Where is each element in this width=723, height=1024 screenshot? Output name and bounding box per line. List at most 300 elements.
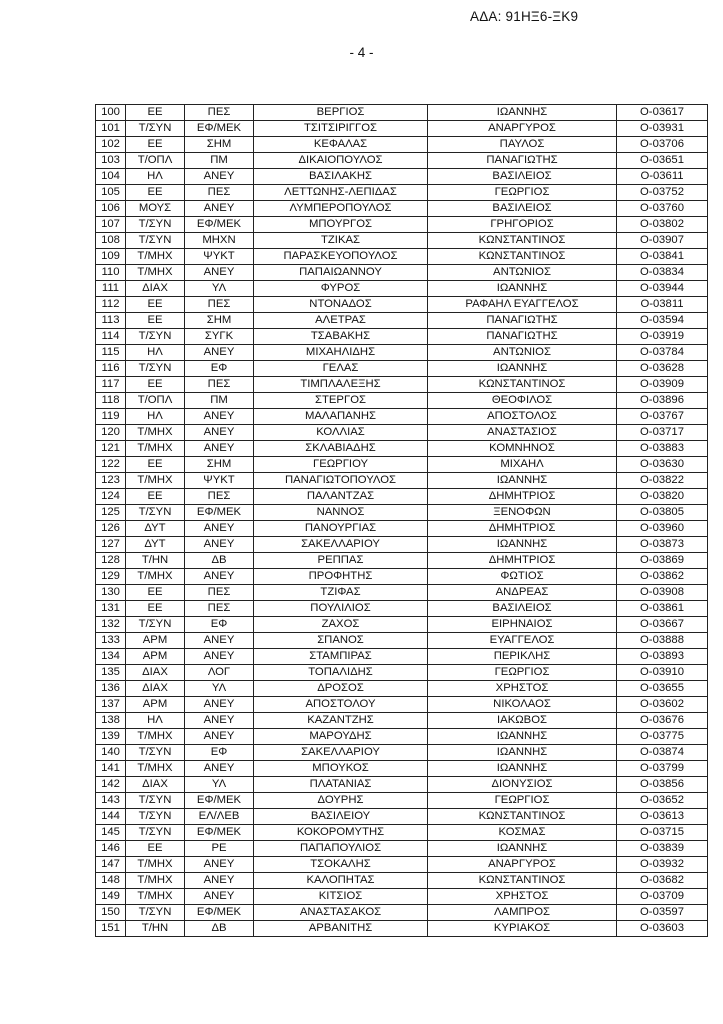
first-name-cell: ΙΩΑΝΝΗΣ: [428, 745, 617, 761]
table-row: [96, 809, 708, 825]
table-row: [96, 249, 708, 265]
specialty-cell: ΕΦ/ΜΕΚ: [185, 825, 254, 841]
service-code-cell: Ο-03960: [617, 521, 708, 537]
service-code-cell: Ο-03910: [617, 665, 708, 681]
surname-cell: ΠΑΡΑΣΚΕΥΟΠΟΥΛΟΣ: [254, 249, 428, 265]
row-number-cell: 138: [96, 713, 126, 729]
service-code-cell: Ο-03628: [617, 361, 708, 377]
surname-cell: ΒΕΡΓΙΟΣ: [254, 105, 428, 121]
corps-cell: ΕΕ: [126, 601, 185, 617]
service-code-cell: Ο-03617: [617, 105, 708, 121]
corps-cell: Τ/ΣΥΝ: [126, 793, 185, 809]
table-row: [96, 905, 708, 921]
table-row: [96, 873, 708, 889]
table-row: [96, 505, 708, 521]
service-code-cell: Ο-03655: [617, 681, 708, 697]
service-code-cell: Ο-03932: [617, 857, 708, 873]
specialty-cell: ΑΝΕΥ: [185, 633, 254, 649]
surname-cell: ΤΣΟΚΑΛΗΣ: [254, 857, 428, 873]
surname-cell: ΠΟΥΛΙΛΙΟΣ: [254, 601, 428, 617]
specialty-cell: ΥΛ: [185, 681, 254, 697]
surname-cell: ΔΡΟΣΟΣ: [254, 681, 428, 697]
corps-cell: ΗΛ: [126, 409, 185, 425]
service-code-cell: Ο-03651: [617, 153, 708, 169]
first-name-cell: ΧΡΗΣΤΟΣ: [428, 889, 617, 905]
table-row: [96, 649, 708, 665]
service-code-cell: Ο-03784: [617, 345, 708, 361]
surname-cell: ΣΑΚΕΛΛΑΡΙΟΥ: [254, 745, 428, 761]
row-number-cell: 115: [96, 345, 126, 361]
row-number-cell: 133: [96, 633, 126, 649]
table-row: [96, 617, 708, 633]
service-code-cell: Ο-03805: [617, 505, 708, 521]
corps-cell: ΕΕ: [126, 377, 185, 393]
surname-cell: ΝΤΟΝΑΔΟΣ: [254, 297, 428, 313]
table-row: [96, 201, 708, 217]
corps-cell: Τ/ΣΥΝ: [126, 617, 185, 633]
surname-cell: ΖΑΧΟΣ: [254, 617, 428, 633]
service-code-cell: Ο-03834: [617, 265, 708, 281]
first-name-cell: ΚΥΡΙΑΚΟΣ: [428, 921, 617, 937]
row-number-cell: 101: [96, 121, 126, 137]
document-ada-code: ΑΔΑ: 91ΗΞ6-ΞΚ9: [470, 9, 579, 24]
row-number-cell: 128: [96, 553, 126, 569]
row-number-cell: 118: [96, 393, 126, 409]
specialty-cell: ΕΦ/ΜΕΚ: [185, 505, 254, 521]
surname-cell: ΠΛΑΤΑΝΙΑΣ: [254, 777, 428, 793]
table-row: [96, 393, 708, 409]
table-row: [96, 217, 708, 233]
table-row: [96, 409, 708, 425]
specialty-cell: ΑΝΕΥ: [185, 569, 254, 585]
corps-cell: Τ/ΟΠΛ: [126, 153, 185, 169]
service-code-cell: Ο-03667: [617, 617, 708, 633]
specialty-cell: ΠΕΣ: [185, 377, 254, 393]
service-code-cell: Ο-03896: [617, 393, 708, 409]
row-number-cell: 119: [96, 409, 126, 425]
specialty-cell: ΑΝΕΥ: [185, 345, 254, 361]
service-code-cell: Ο-03760: [617, 201, 708, 217]
first-name-cell: ΜΙΧΑΗΛ: [428, 457, 617, 473]
row-number-cell: 134: [96, 649, 126, 665]
corps-cell: ΑΡΜ: [126, 697, 185, 713]
service-code-cell: Ο-03652: [617, 793, 708, 809]
service-code-cell: Ο-03841: [617, 249, 708, 265]
specialty-cell: ΣΗΜ: [185, 313, 254, 329]
corps-cell: ΕΕ: [126, 457, 185, 473]
service-code-cell: Ο-03839: [617, 841, 708, 857]
surname-cell: ΛΕΤΤΩΝΗΣ-ΛΕΠΙΔΑΣ: [254, 185, 428, 201]
table-row: [96, 921, 708, 937]
surname-cell: ΤΣΙΤΣΙΡΙΓΓΟΣ: [254, 121, 428, 137]
surname-cell: ΚΑΛΟΠΗΤΑΣ: [254, 873, 428, 889]
table-row: [96, 857, 708, 873]
first-name-cell: ΕΥΑΓΓΕΛΟΣ: [428, 633, 617, 649]
corps-cell: ΜΟΥΣ: [126, 201, 185, 217]
first-name-cell: ΙΩΑΝΝΗΣ: [428, 361, 617, 377]
specialty-cell: ΕΦ/ΜΕΚ: [185, 905, 254, 921]
first-name-cell: ΚΩΝΣΤΑΝΤΙΝΟΣ: [428, 249, 617, 265]
first-name-cell: ΙΑΚΩΒΟΣ: [428, 713, 617, 729]
row-number-cell: 147: [96, 857, 126, 873]
surname-cell: ΠΑΠΑΠΟΥΛΙΟΣ: [254, 841, 428, 857]
surname-cell: ΑΠΟΣΤΟΛΟΥ: [254, 697, 428, 713]
row-number-cell: 129: [96, 569, 126, 585]
corps-cell: ΗΛ: [126, 713, 185, 729]
first-name-cell: ΚΩΝΣΤΑΝΤΙΝΟΣ: [428, 873, 617, 889]
corps-cell: Τ/ΣΥΝ: [126, 233, 185, 249]
surname-cell: ΑΛΕΤΡΑΣ: [254, 313, 428, 329]
table-row: [96, 473, 708, 489]
first-name-cell: ΠΑΝΑΓΙΩΤΗΣ: [428, 329, 617, 345]
first-name-cell: ΓΡΗΓΟΡΙΟΣ: [428, 217, 617, 233]
surname-cell: ΤΖΙΦΑΣ: [254, 585, 428, 601]
service-code-cell: Ο-03709: [617, 889, 708, 905]
specialty-cell: ΔΒ: [185, 553, 254, 569]
service-code-cell: Ο-03822: [617, 473, 708, 489]
corps-cell: Τ/ΣΥΝ: [126, 217, 185, 233]
corps-cell: ΔΙΑΧ: [126, 777, 185, 793]
table-row: [96, 297, 708, 313]
specialty-cell: ΡΕ: [185, 841, 254, 857]
first-name-cell: ΦΩΤΙΟΣ: [428, 569, 617, 585]
first-name-cell: ΓΕΩΡΓΙΟΣ: [428, 793, 617, 809]
service-code-cell: Ο-03893: [617, 649, 708, 665]
corps-cell: Τ/ΜΗΧ: [126, 873, 185, 889]
specialty-cell: ΑΝΕΥ: [185, 265, 254, 281]
service-code-cell: Ο-03715: [617, 825, 708, 841]
row-number-cell: 132: [96, 617, 126, 633]
first-name-cell: ΚΩΝΣΤΑΝΤΙΝΟΣ: [428, 809, 617, 825]
service-code-cell: Ο-03752: [617, 185, 708, 201]
first-name-cell: ΑΝΑΡΓΥΡΟΣ: [428, 121, 617, 137]
corps-cell: ΕΕ: [126, 297, 185, 313]
first-name-cell: ΝΙΚΟΛΑΟΣ: [428, 697, 617, 713]
surname-cell: ΚΕΦΑΛΑΣ: [254, 137, 428, 153]
first-name-cell: ΑΝΤΩΝΙΟΣ: [428, 345, 617, 361]
first-name-cell: ΒΑΣΙΛΕΙΟΣ: [428, 201, 617, 217]
service-code-cell: Ο-03811: [617, 297, 708, 313]
table-row: [96, 537, 708, 553]
table-row: [96, 329, 708, 345]
surname-cell: ΜΠΟΥΚΟΣ: [254, 761, 428, 777]
first-name-cell: ΙΩΑΝΝΗΣ: [428, 729, 617, 745]
surname-cell: ΒΑΣΙΛΑΚΗΣ: [254, 169, 428, 185]
specialty-cell: ΑΝΕΥ: [185, 649, 254, 665]
table-row: [96, 841, 708, 857]
corps-cell: Τ/ΣΥΝ: [126, 121, 185, 137]
corps-cell: Τ/ΣΥΝ: [126, 329, 185, 345]
service-code-cell: Ο-03907: [617, 233, 708, 249]
corps-cell: ΑΡΜ: [126, 633, 185, 649]
first-name-cell: ΚΩΝΣΤΑΝΤΙΝΟΣ: [428, 233, 617, 249]
table-row: [96, 825, 708, 841]
surname-cell: ΤΖΙΚΑΣ: [254, 233, 428, 249]
surname-cell: ΠΑΠΑΙΩΑΝΝΟΥ: [254, 265, 428, 281]
specialty-cell: ΑΝΕΥ: [185, 713, 254, 729]
surname-cell: ΣΚΛΑΒΙΑΔΗΣ: [254, 441, 428, 457]
first-name-cell: ΑΝΔΡΕΑΣ: [428, 585, 617, 601]
surname-cell: ΣΤΑΜΠΙΡΑΣ: [254, 649, 428, 665]
table-row: [96, 633, 708, 649]
corps-cell: Τ/ΣΥΝ: [126, 825, 185, 841]
service-code-cell: Ο-03602: [617, 697, 708, 713]
surname-cell: ΑΡΒΑΝΙΤΗΣ: [254, 921, 428, 937]
table-row: [96, 665, 708, 681]
row-number-cell: 145: [96, 825, 126, 841]
service-code-cell: Ο-03861: [617, 601, 708, 617]
specialty-cell: ΠΕΣ: [185, 585, 254, 601]
row-number-cell: 114: [96, 329, 126, 345]
table-row: [96, 521, 708, 537]
surname-cell: ΠΑΛΑΝΤΖΑΣ: [254, 489, 428, 505]
service-code-cell: Ο-03883: [617, 441, 708, 457]
specialty-cell: ΨΥΚΤ: [185, 249, 254, 265]
table-row: [96, 121, 708, 137]
first-name-cell: ΙΩΑΝΝΗΣ: [428, 281, 617, 297]
first-name-cell: ΓΕΩΡΓΙΟΣ: [428, 185, 617, 201]
surname-cell: ΡΕΠΠΑΣ: [254, 553, 428, 569]
surname-cell: ΑΝΑΣΤΑΣΑΚΟΣ: [254, 905, 428, 921]
table-row: [96, 457, 708, 473]
surname-cell: ΚΑΖΑΝΤΖΗΣ: [254, 713, 428, 729]
first-name-cell: ΛΑΜΠΡΟΣ: [428, 905, 617, 921]
row-number-cell: 105: [96, 185, 126, 201]
first-name-cell: ΓΕΩΡΓΙΟΣ: [428, 665, 617, 681]
service-code-cell: Ο-03775: [617, 729, 708, 745]
table-row: [96, 185, 708, 201]
table-row: [96, 441, 708, 457]
service-code-cell: Ο-03799: [617, 761, 708, 777]
first-name-cell: ΘΕΟΦΙΛΟΣ: [428, 393, 617, 409]
table-row: [96, 137, 708, 153]
specialty-cell: ΣΗΜ: [185, 457, 254, 473]
corps-cell: ΕΕ: [126, 489, 185, 505]
corps-cell: Τ/ΗΝ: [126, 553, 185, 569]
row-number-cell: 117: [96, 377, 126, 393]
table-row: [96, 153, 708, 169]
specialty-cell: ΑΝΕΥ: [185, 425, 254, 441]
corps-cell: Τ/ΜΗΧ: [126, 889, 185, 905]
corps-cell: Τ/ΜΗΧ: [126, 569, 185, 585]
specialty-cell: ΔΒ: [185, 921, 254, 937]
specialty-cell: ΠΜ: [185, 153, 254, 169]
row-number-cell: 112: [96, 297, 126, 313]
row-number-cell: 100: [96, 105, 126, 121]
row-number-cell: 126: [96, 521, 126, 537]
specialty-cell: ΠΕΣ: [185, 105, 254, 121]
service-code-cell: Ο-03717: [617, 425, 708, 441]
first-name-cell: ΡΑΦΑΗΛ ΕΥΑΓΓΕΛΟΣ: [428, 297, 617, 313]
first-name-cell: ΧΡΗΣΤΟΣ: [428, 681, 617, 697]
table-row: [96, 425, 708, 441]
corps-cell: Τ/ΜΗΧ: [126, 265, 185, 281]
corps-cell: Τ/ΜΗΧ: [126, 473, 185, 489]
table-row: [96, 681, 708, 697]
service-code-cell: Ο-03603: [617, 921, 708, 937]
specialty-cell: ΕΦ: [185, 617, 254, 633]
specialty-cell: ΑΝΕΥ: [185, 537, 254, 553]
corps-cell: ΗΛ: [126, 345, 185, 361]
row-number-cell: 151: [96, 921, 126, 937]
row-number-cell: 131: [96, 601, 126, 617]
row-number-cell: 104: [96, 169, 126, 185]
surname-cell: ΛΥΜΠΕΡΟΠΟΥΛΟΣ: [254, 201, 428, 217]
specialty-cell: ΑΝΕΥ: [185, 857, 254, 873]
specialty-cell: ΑΝΕΥ: [185, 521, 254, 537]
first-name-cell: ΠΕΡΙΚΛΗΣ: [428, 649, 617, 665]
first-name-cell: ΔΗΜΗΤΡΙΟΣ: [428, 489, 617, 505]
service-code-cell: Ο-03630: [617, 457, 708, 473]
corps-cell: Τ/ΜΗΧ: [126, 761, 185, 777]
service-code-cell: Ο-03919: [617, 329, 708, 345]
corps-cell: Τ/ΜΗΧ: [126, 857, 185, 873]
surname-cell: ΜΠΟΥΡΓΟΣ: [254, 217, 428, 233]
corps-cell: ΕΕ: [126, 841, 185, 857]
row-number-cell: 148: [96, 873, 126, 889]
table-row: [96, 489, 708, 505]
service-code-cell: Ο-03767: [617, 409, 708, 425]
row-number-cell: 142: [96, 777, 126, 793]
service-code-cell: Ο-03888: [617, 633, 708, 649]
specialty-cell: ΑΝΕΥ: [185, 169, 254, 185]
row-number-cell: 150: [96, 905, 126, 921]
row-number-cell: 135: [96, 665, 126, 681]
service-code-cell: Ο-03944: [617, 281, 708, 297]
specialty-cell: ΑΝΕΥ: [185, 201, 254, 217]
first-name-cell: ΞΕΝΟΦΩΝ: [428, 505, 617, 521]
surname-cell: ΣΤΕΡΓΟΣ: [254, 393, 428, 409]
service-code-cell: Ο-03820: [617, 489, 708, 505]
specialty-cell: ΑΝΕΥ: [185, 873, 254, 889]
service-code-cell: Ο-03802: [617, 217, 708, 233]
specialty-cell: ΕΦ/ΜΕΚ: [185, 121, 254, 137]
row-number-cell: 111: [96, 281, 126, 297]
row-number-cell: 141: [96, 761, 126, 777]
specialty-cell: ΜΗΧΝ: [185, 233, 254, 249]
corps-cell: Τ/ΣΥΝ: [126, 745, 185, 761]
specialty-cell: ΠΕΣ: [185, 601, 254, 617]
surname-cell: ΠΑΝΑΓΙΩΤΟΠΟΥΛΟΣ: [254, 473, 428, 489]
page-number: - 4 -: [349, 45, 374, 60]
surname-cell: ΔΙΚΑΙΟΠΟΥΛΟΣ: [254, 153, 428, 169]
first-name-cell: ΑΝΤΩΝΙΟΣ: [428, 265, 617, 281]
service-code-cell: Ο-03676: [617, 713, 708, 729]
first-name-cell: ΚΩΝΣΤΑΝΤΙΝΟΣ: [428, 377, 617, 393]
row-number-cell: 127: [96, 537, 126, 553]
surname-cell: ΚΟΛΛΙΑΣ: [254, 425, 428, 441]
corps-cell: ΕΕ: [126, 137, 185, 153]
specialty-cell: ΑΝΕΥ: [185, 761, 254, 777]
table-row: [96, 729, 708, 745]
surname-cell: ΓΕΩΡΓΙΟΥ: [254, 457, 428, 473]
first-name-cell: ΑΠΟΣΤΟΛΟΣ: [428, 409, 617, 425]
table-row: [96, 105, 708, 121]
service-code-cell: Ο-03909: [617, 377, 708, 393]
specialty-cell: ΑΝΕΥ: [185, 889, 254, 905]
row-number-cell: 122: [96, 457, 126, 473]
surname-cell: ΜΙΧΑΗΛΙΔΗΣ: [254, 345, 428, 361]
surname-cell: ΠΑΝΟΥΡΓΙΑΣ: [254, 521, 428, 537]
row-number-cell: 109: [96, 249, 126, 265]
row-number-cell: 143: [96, 793, 126, 809]
row-number-cell: 139: [96, 729, 126, 745]
specialty-cell: ΥΛ: [185, 281, 254, 297]
corps-cell: Τ/ΣΥΝ: [126, 361, 185, 377]
specialty-cell: ΠΕΣ: [185, 489, 254, 505]
specialty-cell: ΕΦ: [185, 745, 254, 761]
row-number-cell: 120: [96, 425, 126, 441]
row-number-cell: 123: [96, 473, 126, 489]
service-code-cell: Ο-03908: [617, 585, 708, 601]
surname-cell: ΓΕΛΑΣ: [254, 361, 428, 377]
first-name-cell: ΔΗΜΗΤΡΙΟΣ: [428, 521, 617, 537]
corps-cell: Τ/ΣΥΝ: [126, 809, 185, 825]
surname-cell: ΚΙΤΣΙΟΣ: [254, 889, 428, 905]
service-code-cell: Ο-03706: [617, 137, 708, 153]
corps-cell: Τ/ΜΗΧ: [126, 441, 185, 457]
specialty-cell: ΑΝΕΥ: [185, 729, 254, 745]
row-number-cell: 140: [96, 745, 126, 761]
surname-cell: ΤΣΑΒΑΚΗΣ: [254, 329, 428, 345]
first-name-cell: ΠΑΥΛΟΣ: [428, 137, 617, 153]
row-number-cell: 144: [96, 809, 126, 825]
surname-cell: ΔΟΥΡΗΣ: [254, 793, 428, 809]
specialty-cell: ΠΕΣ: [185, 297, 254, 313]
table-row: [96, 889, 708, 905]
row-number-cell: 137: [96, 697, 126, 713]
service-code-cell: Ο-03613: [617, 809, 708, 825]
surname-cell: ΜΑΡΟΥΔΗΣ: [254, 729, 428, 745]
surname-cell: ΜΑΛΑΠΑΝΗΣ: [254, 409, 428, 425]
service-code-cell: Ο-03869: [617, 553, 708, 569]
surname-cell: ΚΟΚΟΡΟΜΥΤΗΣ: [254, 825, 428, 841]
table-row: [96, 601, 708, 617]
first-name-cell: ΙΩΑΝΝΗΣ: [428, 537, 617, 553]
table-row: [96, 313, 708, 329]
first-name-cell: ΑΝΑΣΤΑΣΙΟΣ: [428, 425, 617, 441]
specialty-cell: ΛΟΓ: [185, 665, 254, 681]
specialty-cell: ΑΝΕΥ: [185, 409, 254, 425]
specialty-cell: ΥΛ: [185, 777, 254, 793]
corps-cell: Τ/ΜΗΧ: [126, 249, 185, 265]
surname-cell: ΣΠΑΝΟΣ: [254, 633, 428, 649]
service-code-cell: Ο-03611: [617, 169, 708, 185]
row-number-cell: 121: [96, 441, 126, 457]
corps-cell: ΕΕ: [126, 105, 185, 121]
corps-cell: ΔΥΤ: [126, 521, 185, 537]
corps-cell: ΔΙΑΧ: [126, 665, 185, 681]
corps-cell: ΕΕ: [126, 585, 185, 601]
surname-cell: ΣΑΚΕΛΛΑΡΙΟΥ: [254, 537, 428, 553]
first-name-cell: ΒΑΣΙΛΕΙΟΣ: [428, 601, 617, 617]
table-row: [96, 361, 708, 377]
service-code-cell: Ο-03931: [617, 121, 708, 137]
surname-cell: ΤΟΠΑΛΙΔΗΣ: [254, 665, 428, 681]
roster-table: [95, 104, 708, 937]
row-number-cell: 124: [96, 489, 126, 505]
service-code-cell: Ο-03873: [617, 537, 708, 553]
corps-cell: ΕΕ: [126, 313, 185, 329]
first-name-cell: ΙΩΑΝΝΗΣ: [428, 473, 617, 489]
table-row: [96, 265, 708, 281]
specialty-cell: ΕΛ/ΛΕΒ: [185, 809, 254, 825]
row-number-cell: 108: [96, 233, 126, 249]
first-name-cell: ΙΩΑΝΝΗΣ: [428, 105, 617, 121]
table-row: [96, 777, 708, 793]
specialty-cell: ΨΥΚΤ: [185, 473, 254, 489]
table-row: [96, 553, 708, 569]
